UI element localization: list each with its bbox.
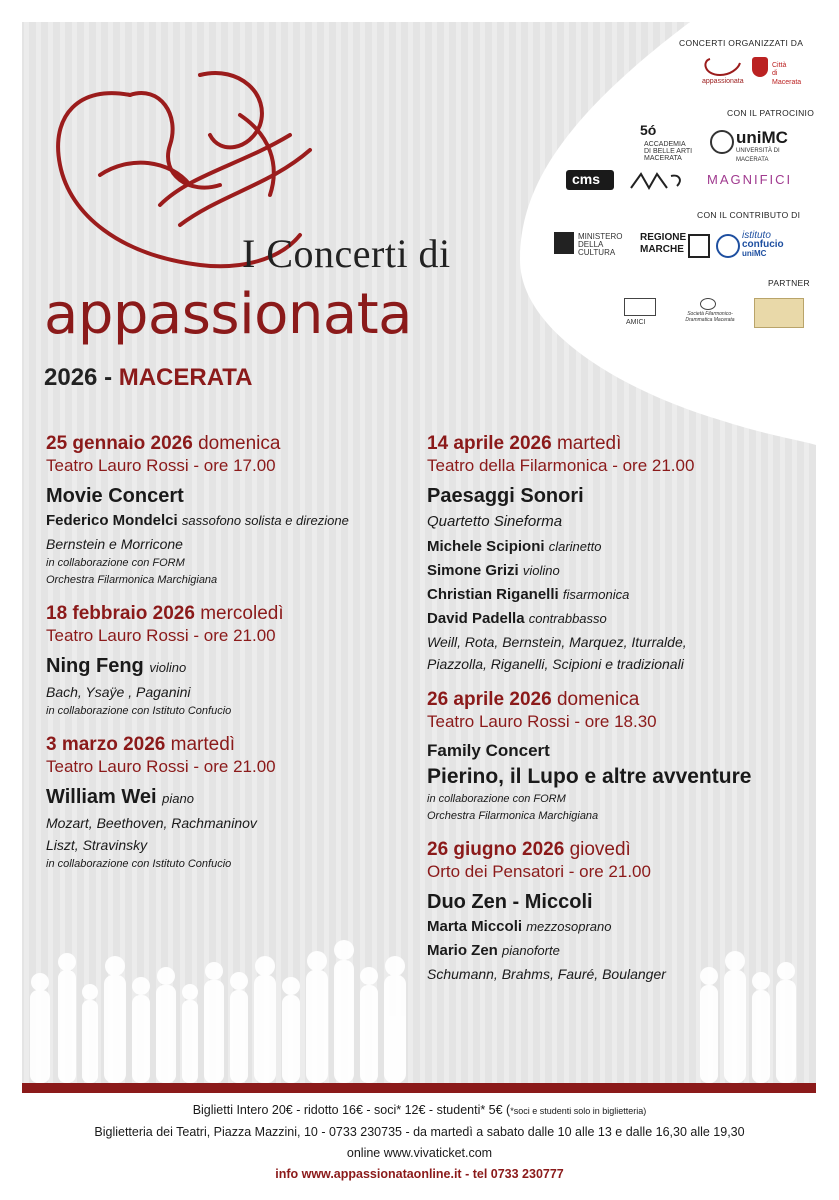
performer: Marta Miccoli mezzosoprano [427,918,612,935]
performer: Federico Mondelci sassofono solista e direzione [46,512,349,529]
dash: - [104,364,113,391]
event-program: Piazzolla, Riganelli, Scipioni e tradizionali [427,656,684,672]
event-program: Bach, Ysaÿe , Paganini [46,684,191,700]
info-contact[interactable]: info www.appassionataonline.it - tel 0733 230777 [275,1167,564,1181]
event-venue: Teatro della Filarmonica - ore 21.00 [427,456,695,475]
event-venue: Teatro Lauro Rossi - ore 21.00 [46,626,276,645]
performer: Mario Zen pianoforte [427,942,560,959]
event-collab: in collaborazione con FORM [46,557,185,569]
event-date: 18 febbraio 2026 mercoledì [46,603,284,624]
magnifici-logo: MAGNIFICI [707,172,793,187]
event-ensemble: Quartetto Sineforma [427,513,563,530]
event-collab: Orchestra Filarmonica Marchigiana [46,574,218,586]
event-venue: Teatro Lauro Rossi - ore 18.30 [427,712,657,731]
performer: Michele Scipioni clarinetto [427,538,602,555]
partner-building-logo [754,298,804,328]
filarmonico-emblem-icon [700,298,716,310]
appassionata-mini-icon [700,55,744,79]
crest-icon [752,57,768,77]
title-year-city [44,364,253,392]
citta-macerata-logo: Città di Macerata [752,55,802,87]
event-card [427,839,817,985]
title-main: appassionata [44,282,412,347]
istituto-confucio-logo: istituto confucio uniMC [716,230,806,260]
event-card [46,603,416,720]
event-collab: in collaborazione con Istituto Confucio [46,858,232,870]
event-card [46,734,416,873]
macerata-concerti-logo [627,170,687,192]
amici-partner-logo: AMICI [622,296,662,330]
events-left-column [46,433,416,887]
filarmonico-partner-logo: Società Filarmonico-Drammatica Macerata [680,298,740,328]
cms-logo: cms [566,170,614,190]
event-card [46,433,416,589]
events-right-column [427,433,817,999]
appassionata-sponsor-logo: appassionata [700,55,744,87]
abam-logo: 5ó ACCADEMIA DI BELLE ARTI MACERATA [640,122,693,162]
partner-label: PARTNER [768,278,810,288]
unimc-seal-icon [710,130,734,154]
event-title: Duo Zen - Miccoli [427,891,593,913]
event-venue: Teatro Lauro Rossi - ore 17.00 [46,456,276,475]
title-top: I Concerti di [242,231,451,276]
theater-building-icon [624,298,656,316]
performer: Simone Grizi violino [427,562,560,579]
box-office-info: Biglietteria dei Teatri, Piazza Mazzini, 10 - 0733 230735 - da martedì a sabato dalle 10 alle 13 e dalle 16,30 alle 19,30 [94,1125,745,1139]
footer-divider [22,1083,816,1093]
event-venue: Orto dei Pensatori - ore 21.00 [427,862,651,881]
event-program: Schumann, Brahms, Fauré, Boulanger [427,966,666,982]
unimc-logo: uniMC UNIVERSITÀ DI MACERATA [710,128,806,156]
city: MACERATA [118,364,253,391]
event-card [427,689,817,825]
ticket-prices: Biglietti Intero 20€ - ridotto 16€ - soci* 12€ - studenti* 5€ (*soci e studenti solo in biglietteria) [192,1103,647,1117]
event-date: 26 aprile 2026 domenica [427,689,640,710]
event-collab: Orchestra Filarmonica Marchigiana [427,810,599,822]
ministero-cultura-logo: MINISTERO DELLA CULTURA [554,230,630,260]
performer: David Padella contrabbasso [427,610,607,627]
online-tickets[interactable]: online www.vivaticket.com [346,1146,493,1160]
event-program: Liszt, Stravinsky [46,837,148,853]
event-date: 3 marzo 2026 martedì [46,734,236,755]
event-date: 25 gennaio 2026 domenica [46,433,281,454]
patronage-label: CON IL PATROCINIO [727,108,815,118]
event-collab: in collaborazione con Istituto Confucio [46,705,232,717]
event-program: Bernstein e Morricone [46,536,183,552]
event-title: Paesaggi Sonori [427,485,584,507]
event-collab: in collaborazione con FORM [427,793,566,805]
organized-by-label: CONCERTI ORGANIZZATI DA [679,38,804,48]
event-card [427,433,817,675]
year: 2026 [44,364,98,391]
macerata-concerti-icon [627,170,687,192]
event-program: Weill, Rota, Bernstein, Marquez, Iturralde, [427,634,687,650]
footer-info [0,1100,839,1185]
event-venue: Teatro Lauro Rossi - ore 21.00 [46,757,276,776]
event-date: 26 giugno 2026 giovedì [427,839,631,860]
event-title: Movie Concert [46,485,184,507]
event-program: Mozart, Beethoven, Rachmaninov [46,815,257,831]
contribution-label: CON IL CONTRIBUTO DI [697,210,801,220]
regione-marche-logo: REGIONE MARCHE [640,232,710,260]
abam-5o-mark: 5ó [640,122,657,138]
event-date: 14 aprile 2026 martedì [427,433,622,454]
confucio-emblem-icon [716,234,740,258]
event-title: Family Concert [427,741,550,760]
performer: William Wei piano [46,786,194,808]
performer: Ning Feng violino [46,655,187,677]
event-subtitle: Pierino, il Lupo e altre avventure [427,765,752,788]
regione-m-icon [688,234,710,258]
ministero-emblem-icon [554,232,574,254]
performer: Christian Riganelli fisarmonica [427,586,630,603]
